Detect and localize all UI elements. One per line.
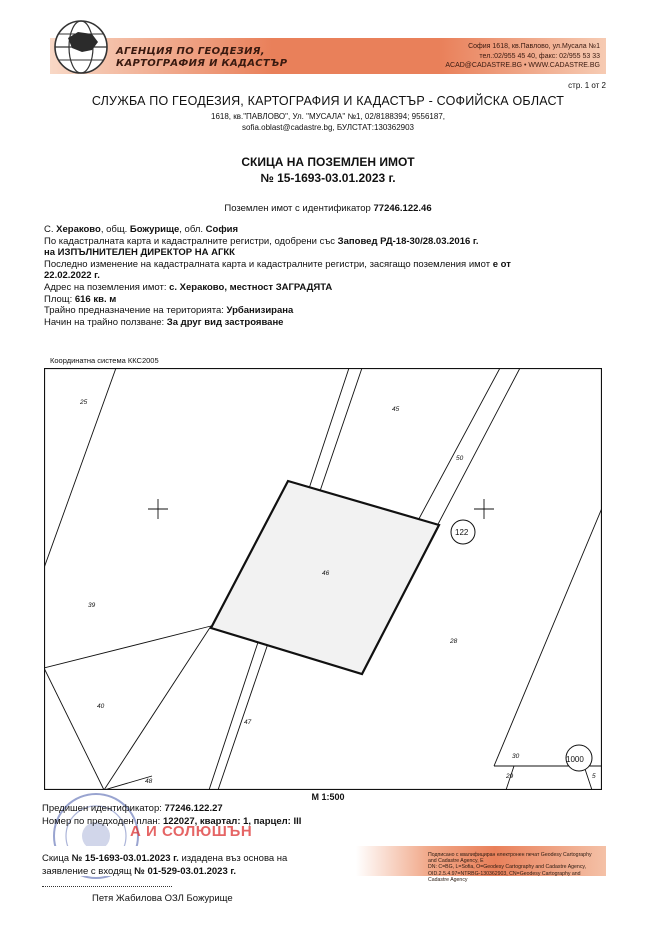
last-change-date: 22.02.2022 г. <box>44 270 100 282</box>
parcel-info <box>44 224 614 328</box>
signer-name: Петя Жабилова ОЗЛ Божурище <box>92 893 233 904</box>
approval-text: По кадастралната карта и кадастралните регистри, одобрени със <box>44 235 336 247</box>
cadastral-map[interactable] <box>44 368 602 790</box>
last-change-from: е от <box>492 258 511 270</box>
esign-line4: OID.2.5.4.97=NTRBG-130362903, CN=Geodesy Cartography and <box>428 870 581 877</box>
location-line <box>44 224 614 236</box>
label-122: 122 <box>455 528 469 537</box>
label-30: 30 <box>512 753 520 760</box>
usage-label: Начин на трайно ползване: <box>44 316 165 328</box>
previous-identifier-line <box>42 803 223 814</box>
previous-plan-value: 122027, квартал: 1, парцел: III <box>162 816 302 827</box>
purpose-line <box>44 305 614 317</box>
issued-number: № 15-1693-03.01.2023 г. <box>71 853 179 864</box>
last-change-line <box>44 259 614 271</box>
agency-name-line2: КАРТОГРАФИЯ И КАДАСТЪР <box>116 58 288 69</box>
municipality: Божурище <box>129 224 180 235</box>
coordinate-system: Координатна система ККС2005 <box>50 356 159 365</box>
label-28: 28 <box>450 638 458 645</box>
label-47: 47 <box>244 719 252 726</box>
esignature-text <box>428 852 608 883</box>
approver-line <box>44 247 614 259</box>
label-39: 39 <box>88 602 96 609</box>
district: София <box>205 224 239 235</box>
label-25: 25 <box>80 399 88 406</box>
request-label: заявление с входящ <box>42 866 132 877</box>
document-title-block <box>0 154 656 186</box>
municipality-label: , общ. <box>100 224 128 235</box>
purpose-label: Трайно предназначение на територията: <box>44 305 224 317</box>
issued-prefix: Скица <box>42 853 70 864</box>
address-label: Адрес на поземления имот: <box>44 281 167 293</box>
company-stamp-text: А И СОЛЮШЪН <box>130 823 253 840</box>
label-48: 48 <box>145 778 153 785</box>
office-contacts: sofia.oblast@cadastre.bg, БУЛСТАТ:130362903 <box>242 123 414 132</box>
agency-name <box>116 46 287 70</box>
area-line <box>44 294 614 306</box>
office-title: СЛУЖБА ПО ГЕОДЕЗИЯ, КАРТОГРАФИЯ И КАДАСТЪР - СОФИЙСКА ОБЛАСТ <box>91 94 565 108</box>
previous-identifier-label: Предишен идентификатор: <box>42 803 162 814</box>
approval-line <box>44 236 614 248</box>
area-label: Площ: <box>44 293 73 305</box>
place-prefix: С. <box>44 224 54 235</box>
approver: на ИЗПЪЛНИТЕЛЕН ДИРЕКТОР НА АГКК <box>44 247 235 259</box>
parcel-id-value: 77246.122.46 <box>373 203 432 214</box>
previous-identifier-value: 77246.122.27 <box>164 803 223 814</box>
area-value: 616 кв. м <box>74 293 117 305</box>
label-40: 40 <box>97 703 105 710</box>
esign-line5: Cadastre Agency <box>428 876 468 883</box>
usage-value: За друг вид застрояване <box>166 316 284 328</box>
office-address-block <box>0 111 656 133</box>
last-change-text: Последно изменение на кадастралната карта и кадастралните регистри, засягащо поземления имот <box>44 258 491 270</box>
agency-address: София 1618, кв.Павлово, ул.Мусала №1 <box>468 43 600 50</box>
request-line <box>42 866 236 877</box>
agency-name-line1: АГЕНЦИЯ ПО ГЕОДЕЗИЯ, <box>116 46 265 57</box>
label-1000: 1000 <box>566 755 584 764</box>
agency-phone: тел.:02/955 45 40, факс: 02/955 53 33 <box>479 52 600 60</box>
issued-line <box>42 853 287 864</box>
label-50: 50 <box>456 455 464 462</box>
esign-line1: Подписано с квалифициран електронен печат Geodesy Cartography <box>428 852 592 858</box>
purpose-value: Урбанизирана <box>226 305 294 317</box>
agency-logo-icon <box>52 18 110 76</box>
document-number: № 15-1693-03.01.2023 г. <box>260 171 396 185</box>
office-address: 1618, кв."ПАВЛОВО", Ул. "МУСАЛА" №1, 02/8188394; 9556187, <box>211 112 445 121</box>
document-title: СКИЦА НА ПОЗЕМЛЕН ИМОТ <box>241 155 415 169</box>
map-scale: М 1:500 <box>311 792 345 802</box>
esign-line2: and Cadastre Agency, E <box>428 858 484 865</box>
usage-line <box>44 317 614 329</box>
agency-email-web: ACAD@CADASTRE.BG • WWW.CADASTRE.BG <box>445 62 600 69</box>
esign-line3: DN: C=BG, L=Sofia, O=Geodesy Cartography and Cadastre Agency, <box>428 864 587 871</box>
parcel-identifier <box>0 203 656 214</box>
label-45: 45 <box>392 406 400 413</box>
page-number: стр. 1 от 2 <box>568 81 606 90</box>
previous-plan-label: Номер по предходен план: <box>42 816 161 827</box>
request-number: № 01-529-03.01.2023 г. <box>134 866 237 877</box>
district-label: , обл. <box>179 224 204 235</box>
approval-order: Заповед РД-18-30/28.03.2016 г. <box>337 235 479 247</box>
parcel-id-label: Поземлен имот с идентификатор <box>224 203 371 214</box>
label-46: 46 <box>322 570 330 577</box>
address-value: с. Хераково, местност ЗАГРАДЯТА <box>169 281 333 293</box>
last-change-date-line <box>44 270 614 282</box>
village: Хераково <box>56 224 101 235</box>
label-5: 5 <box>592 773 596 780</box>
address-line <box>44 282 614 294</box>
signature-line <box>42 886 172 887</box>
issued-text: издадена въз основа на <box>181 853 288 864</box>
label-29: 29 <box>506 773 514 780</box>
agency-contacts <box>420 42 600 71</box>
